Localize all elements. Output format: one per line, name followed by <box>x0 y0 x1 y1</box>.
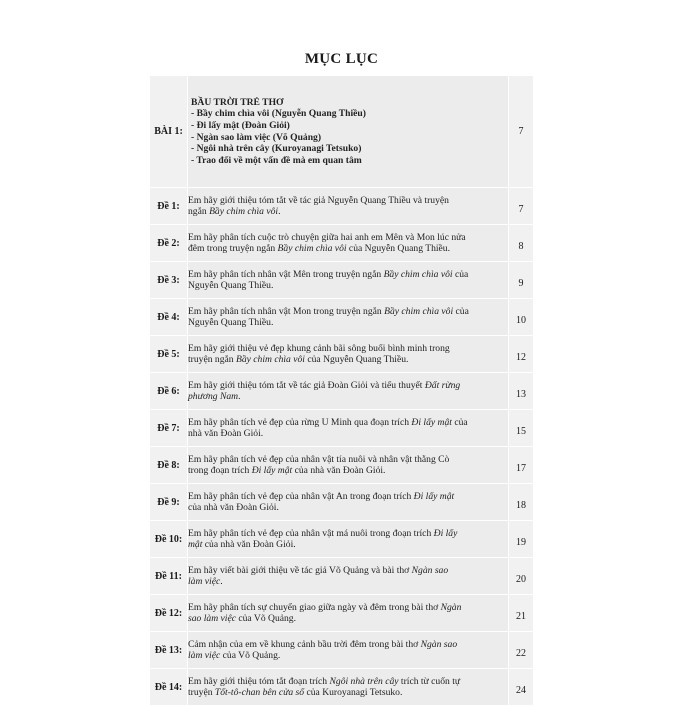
entry-text-line <box>188 243 508 254</box>
entry-work-title: Đất rừng <box>424 379 461 391</box>
entry-page-number: 8 <box>509 225 534 262</box>
entry-text-segment: trích từ cuốn tự <box>398 675 461 687</box>
entry-text <box>188 373 509 410</box>
entry-text-line <box>188 639 508 650</box>
entry-text-line <box>188 528 508 539</box>
entry-text <box>188 521 509 558</box>
entry-work-title: Bầy chim chìa vôi <box>209 206 279 217</box>
entry-work-title: phương Nam <box>188 391 239 402</box>
entry-label: Đề 9: <box>150 484 188 521</box>
entry-text-line <box>188 491 508 502</box>
entry-text <box>188 669 509 706</box>
entry-text-segment: Em hãy viết bài giới thiệu về tác giả Võ Quảng và bài thơ <box>188 564 412 576</box>
entry-text-segment: của Kuroyanagi Tetsuko. <box>304 687 403 698</box>
entry-text-line <box>188 454 508 465</box>
entry-text <box>188 595 509 632</box>
lesson-heading: BẦU TRỜI TRẺ THƠ <box>191 96 284 108</box>
entry-text-line <box>188 428 508 439</box>
lesson-contents <box>188 76 509 188</box>
entry-text-line <box>188 317 508 328</box>
entry-work-title: làm việc <box>188 650 221 661</box>
entry-text <box>188 632 509 669</box>
entry-label: Đề 14: <box>150 669 188 706</box>
entry-text-segment: Em hãy phân tích cuộc trò chuyện giữa hai anh em Mên và Mon lúc nửa <box>188 231 466 243</box>
toc-entry-row <box>150 558 534 595</box>
entry-label: Đề 3: <box>150 262 188 299</box>
entry-text-line <box>188 565 508 576</box>
entry-text <box>188 410 509 447</box>
entry-text-line <box>188 380 508 391</box>
entry-page-number: 9 <box>509 262 534 299</box>
lesson-item: - Đi lấy mật (Đoàn Giỏi) <box>191 119 290 131</box>
entry-text-segment: của Võ Quảng. <box>220 650 281 661</box>
entry-text-line <box>188 576 508 587</box>
lesson-item: - Ngôi nhà trên cây (Kuroyanagi Tetsuko) <box>191 143 362 155</box>
entry-page-number: 17 <box>509 447 534 484</box>
entry-page-number: 13 <box>509 373 534 410</box>
entry-text <box>188 262 509 299</box>
entry-work-title: Tốt-tô-chan bên cửa sổ <box>214 687 305 698</box>
entry-label: Đề 8: <box>150 447 188 484</box>
entry-text <box>188 447 509 484</box>
entry-work-title: Ngàn sao <box>420 638 458 650</box>
entry-page-number: 18 <box>509 484 534 521</box>
entry-text-segment: Em hãy phân tích vẻ đẹp của rừng U Minh qua đoạn trích <box>188 416 412 428</box>
entry-text-segment: của <box>453 305 469 317</box>
entry-work-title: Bầy chim chìa vôi <box>277 243 347 254</box>
entry-text-line <box>188 687 508 698</box>
entry-text <box>188 225 509 262</box>
entry-work-title: làm việc <box>188 576 221 587</box>
toc-entry-row <box>150 225 534 262</box>
entry-text-line <box>188 269 508 280</box>
entry-text-segment: Em hãy phân tích sự chuyển giao giữa ngày và đêm trong bài thơ <box>188 601 441 613</box>
entry-text-segment: Em hãy phân tích vẻ đẹp của nhân vật tía nuôi và nhân vật thằng Cò <box>188 453 450 465</box>
entry-text <box>188 299 509 336</box>
entry-label: Đề 4: <box>150 299 188 336</box>
entry-work-title: mật <box>188 539 203 550</box>
entry-label: Đề 10: <box>150 521 188 558</box>
entry-text-segment: đêm trong truyện ngắn <box>188 243 278 254</box>
entry-text-segment: của Nguyễn Quang Thiều. <box>304 354 409 365</box>
entry-work-title: Đi lấy mật <box>251 465 293 476</box>
entry-text-segment: của Võ Quảng. <box>235 613 297 624</box>
entry-text-segment: của nhà văn Đoàn Giỏi. <box>202 539 296 550</box>
toc-entry-row <box>150 484 534 521</box>
entry-text-line <box>188 417 508 428</box>
entry-text-segment: ngắn <box>188 206 210 217</box>
entry-text <box>188 558 509 595</box>
entry-text-segment: của Nguyễn Quang Thiều. <box>346 243 450 254</box>
toc-entry-row <box>150 262 534 299</box>
toc-table <box>149 75 534 706</box>
toc-lesson-row <box>150 76 534 188</box>
entry-text-segment: của nhà văn Đoàn Giỏi. <box>292 465 386 476</box>
entry-text-segment: Nguyễn Quang Thiều. <box>188 317 274 328</box>
entry-text-line <box>188 232 508 243</box>
lesson-item: - Trao đổi về một vấn đề mà em quan tâm <box>191 154 362 166</box>
entry-text-line <box>188 676 508 687</box>
entry-work-title: Ngôi nhà trên cây <box>329 675 399 687</box>
entry-text-line <box>188 280 508 291</box>
entry-text <box>188 188 509 225</box>
entry-text <box>188 336 509 373</box>
entry-text-segment: truyện <box>188 687 215 698</box>
entry-work-title: Đi lấy mật <box>411 416 452 428</box>
entry-work-title: Ngàn <box>440 601 462 613</box>
toc-entry-row <box>150 336 534 373</box>
entry-work-title: Bầy chim chìa vôi <box>235 354 305 365</box>
entry-text-segment: của <box>452 268 469 280</box>
entry-text-line <box>188 343 508 354</box>
toc-entry-row <box>150 299 534 336</box>
entry-text-line <box>188 602 508 613</box>
entry-label: Đề 12: <box>150 595 188 632</box>
entry-text-segment: Em hãy giới thiệu tóm tắt về tác giả Nguyễn Quang Thiều và truyện <box>188 194 449 206</box>
entry-text-line <box>188 539 508 550</box>
entry-work-title: Đi lấy <box>433 527 458 539</box>
entry-page-number: 15 <box>509 410 534 447</box>
entry-text <box>188 484 509 521</box>
entry-text-segment: Em hãy giới thiệu tóm tắt đoạn trích <box>188 675 330 687</box>
entry-label: Đề 7: <box>150 410 188 447</box>
toc-entry-row <box>150 188 534 225</box>
entry-text-segment: Em hãy phân tích vẻ đẹp của nhân vật má nuôi trong đoạn trích <box>188 527 434 539</box>
entry-text-segment: . <box>220 576 223 587</box>
entry-label: Đề 13: <box>150 632 188 669</box>
lesson-label: BÀI 1: <box>150 76 188 188</box>
entry-text-segment: . <box>278 206 281 217</box>
entry-text-segment: Cảm nhận của em về khung cảnh bầu trời đêm trong bài thơ <box>188 638 421 650</box>
entry-text-segment: . <box>238 391 241 402</box>
entry-work-title: sao làm việc <box>188 613 236 624</box>
entry-text-line <box>188 391 508 402</box>
entry-text-line <box>188 206 508 217</box>
entry-text-line <box>188 465 508 476</box>
entry-text-segment: Em hãy giới thiệu tóm tắt về tác giả Đoàn Giỏi và tiểu thuyết <box>188 379 425 391</box>
entry-page-number: 22 <box>509 632 534 669</box>
entry-text-line <box>188 306 508 317</box>
entry-page-number: 10 <box>509 299 534 336</box>
entry-label: Đề 6: <box>150 373 188 410</box>
entry-page-number: 12 <box>509 336 534 373</box>
entry-text-line <box>188 354 508 365</box>
toc-entry-row <box>150 595 534 632</box>
entry-text-segment: truyện ngắn <box>188 354 236 365</box>
lesson-item: - Ngàn sao làm việc (Võ Quảng) <box>191 131 322 143</box>
entry-label: Đề 2: <box>150 225 188 262</box>
entry-work-title: Đi lấy mật <box>413 490 455 502</box>
entry-text-segment: Em hãy phân tích nhân vật Mên trong truyện ngắn <box>188 268 384 280</box>
entry-text-line <box>188 613 508 624</box>
entry-text-segment: Em hãy phân tích vẻ đẹp của nhân vật An trong đoạn trích <box>188 490 414 502</box>
entry-work-title: Bầy chim chìa vôi <box>383 268 453 280</box>
entry-page-number: 7 <box>509 188 534 225</box>
entry-text-segment: của nhà văn Đoàn Giỏi. <box>188 502 279 513</box>
entry-text-line <box>188 650 508 661</box>
toc-entry-row <box>150 632 534 669</box>
entry-work-title: Bầy chim chìa vôi <box>384 305 454 317</box>
toc-body <box>150 76 534 706</box>
entry-label: Đề 11: <box>150 558 188 595</box>
toc-entry-row <box>150 447 534 484</box>
entry-text-line <box>188 502 508 513</box>
lesson-page-number: 7 <box>509 76 534 188</box>
entry-text-segment: nhà văn Đoàn Giỏi. <box>188 428 264 439</box>
toc-entry-row <box>150 669 534 706</box>
toc-entry-row <box>150 521 534 558</box>
entry-label: Đề 1: <box>150 188 188 225</box>
entry-page-number: 21 <box>509 595 534 632</box>
lesson-item: - Bầy chim chìa vôi (Nguyễn Quang Thiều) <box>191 108 366 120</box>
entry-text-segment: của <box>451 416 468 428</box>
entry-text-segment: Nguyễn Quang Thiều. <box>188 280 274 291</box>
entry-page-number: 20 <box>509 558 534 595</box>
entry-text-segment: Em hãy phân tích nhân vật Mon trong truyện ngắn <box>188 305 385 317</box>
entry-page-number: 19 <box>509 521 534 558</box>
entry-label: Đề 5: <box>150 336 188 373</box>
entry-text-segment: Em hãy giới thiệu vẻ đẹp khung cảnh bãi sông buổi bình minh trong <box>188 342 450 354</box>
toc-entry-row <box>150 373 534 410</box>
entry-page-number: 24 <box>509 669 534 706</box>
page-title: MỤC LỤC <box>304 51 379 67</box>
entry-text-line <box>188 195 508 206</box>
toc-entry-row <box>150 410 534 447</box>
entry-work-title: Ngàn sao <box>411 564 449 576</box>
entry-text-segment: trong đoạn trích <box>188 465 252 476</box>
